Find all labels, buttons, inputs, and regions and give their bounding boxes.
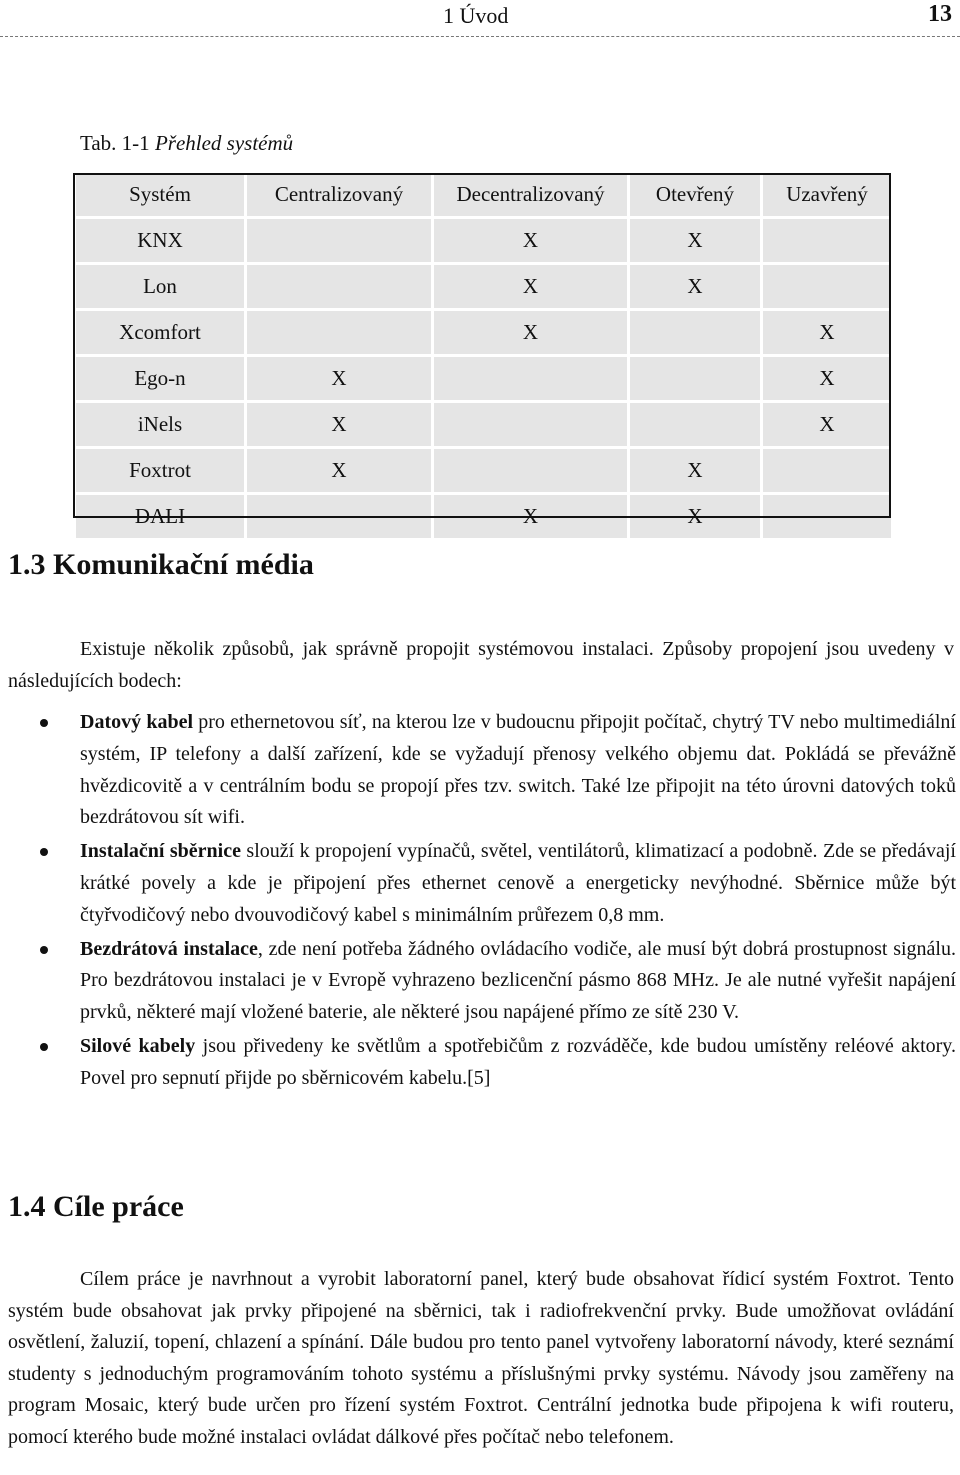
table-cell: KNX xyxy=(75,218,246,264)
table-cell: X xyxy=(433,310,629,356)
table-cell xyxy=(433,448,629,494)
table-cell xyxy=(629,310,762,356)
bullet-icon xyxy=(40,848,48,856)
section-heading-1-4: 1.4 Cíle práce xyxy=(8,1190,184,1223)
table-cell: X xyxy=(762,402,893,448)
bullet-term: Instalační sběrnice xyxy=(80,840,241,863)
table-header-cell: Centralizovaný xyxy=(246,173,433,218)
media-bullet-list xyxy=(80,707,956,1097)
table-row xyxy=(75,494,893,540)
bullet-text: slouží k propojení vypínačů, světel, ventilátorů, klimatizací a podobně. Zde se předávají krátké povely a kde je připojení přes ethernet cenově a energeticky nevýhodné. Sběrnice může být čtyřvodičový nebo dvouvodičový kabel s minimálním průřezem 0,8 mm. xyxy=(80,840,956,926)
table-cell: X xyxy=(433,494,629,540)
table-cell xyxy=(433,402,629,448)
table-cell: X xyxy=(246,356,433,402)
table-cell xyxy=(629,356,762,402)
bullet-icon xyxy=(40,946,48,954)
table-cell: X xyxy=(629,218,762,264)
table-header-cell: Uzavřený xyxy=(762,173,893,218)
table-row xyxy=(75,218,893,264)
table-cell: X xyxy=(433,264,629,310)
table-cell xyxy=(246,218,433,264)
list-item xyxy=(80,1031,956,1095)
table-cell xyxy=(246,494,433,540)
table-cell: X xyxy=(629,264,762,310)
table-caption-name: Přehled systémů xyxy=(154,131,294,155)
table-header-cell: Systém xyxy=(75,173,246,218)
table-cell xyxy=(762,264,893,310)
table-cell: X xyxy=(762,310,893,356)
table-row xyxy=(75,310,893,356)
bullet-icon xyxy=(40,719,48,727)
table-cell: X xyxy=(433,218,629,264)
list-item xyxy=(80,934,956,1029)
bullet-icon xyxy=(40,1043,48,1051)
table-cell xyxy=(762,448,893,494)
intro-text: Existuje několik způsobů, jak správně propojit systémovou instalaci. Způsoby propojení jsou uvedeny v následujících bodech: xyxy=(8,638,954,692)
table-cell: Foxtrot xyxy=(75,448,246,494)
table-cell xyxy=(762,494,893,540)
table-row xyxy=(75,402,893,448)
section-heading-1-3: 1.3 Komunikační média xyxy=(8,548,314,581)
table-cell: iNels xyxy=(75,402,246,448)
bullet-term: Bezdrátová instalace xyxy=(80,937,258,960)
list-item xyxy=(80,836,956,931)
table-cell: X xyxy=(246,402,433,448)
table-cell: X xyxy=(629,448,762,494)
page-number: 13 xyxy=(928,1,952,27)
table-cell: Xcomfort xyxy=(75,310,246,356)
table-header-cell: Decentralizovaný xyxy=(433,173,629,218)
table-row xyxy=(75,356,893,402)
table-cell xyxy=(246,264,433,310)
bullet-term: Datový kabel xyxy=(80,711,194,733)
table-cell xyxy=(433,356,629,402)
list-item xyxy=(80,707,956,834)
table-cell: X xyxy=(762,356,893,402)
page-header xyxy=(0,0,960,37)
table-caption xyxy=(80,131,293,156)
table-cell: Ego-n xyxy=(75,356,246,402)
table-cell: DALI xyxy=(75,494,246,540)
table-header-cell: Otevřený xyxy=(629,173,762,218)
table-cell xyxy=(246,310,433,356)
goals-text: Cílem práce je navrhnout a vyrobit laboratorní panel, který bude obsahovat řídicí systém Foxtrot. Tento systém bude obsahovat jak prvky připojené na sběrnici, tak i radiofrekvenční prvky. Bude umožňovat ovládání osvětlení, žaluzií, topení, chlazení a spínání. Dále budou pro tento panel vytvořeny laboratorní návody, které seznámí studenty s jednoduchým programováním tohoto systému a příslušnými prvky systému. Návody jsou zaměřeny na program Mosaic, který bude určen pro řízení systém Foxtrot. Centrální jednotka bude připojena k wifi routeru, pomocí kterého bude možné instalaci ovládat dálkové přes počítač nebo telefonem. xyxy=(8,1268,954,1448)
section-1-3-intro xyxy=(8,634,954,697)
table-cell: X xyxy=(246,448,433,494)
chapter-title: 1 Úvod xyxy=(443,3,509,28)
table-cell xyxy=(762,218,893,264)
table-cell: Lon xyxy=(75,264,246,310)
bullet-term: Silové kabely xyxy=(80,1034,196,1057)
table-header-row xyxy=(75,173,893,218)
bullet-text: jsou přivedeny ke světlům a spotřebičům z rozváděče, kde budou umístěny reléové aktory. Povel pro sepnutí přijde po sběrnicovém kabelu.[5] xyxy=(80,1034,956,1089)
table-caption-prefix: Tab. 1-1 xyxy=(80,131,155,155)
bullet-text: , zde není potřeba žádného ovládacího vodiče, ale musí být dobrá prostupnost signálu. Pro bezdrátovou instalaci je v Evropě vyhrazeno bezlicenční pásmo 868 MHz. Je ale nutné vyřešit napájení prvků, některé mají vložené baterie, ale některé jsou napájené přímo ze sítě 230 V. xyxy=(80,937,956,1024)
table-cell: X xyxy=(629,494,762,540)
section-1-4-text xyxy=(8,1264,954,1453)
table-row xyxy=(75,448,893,494)
table-row xyxy=(75,264,893,310)
table-cell xyxy=(629,402,762,448)
systems-table xyxy=(73,173,894,541)
bullet-text: pro ethernetovou síť, na kterou lze v budoucnu připojit počítač, chytrý TV nebo multimediální systém, IP telefony a další zařízení, kde se vyžadují přenosy velkého objemu dat. Pokládá se převážně hvězdicovitě a v centrálním bodu se propojí přes tzv. switch. Také lze připojit na této úrovni datových toků bezdrátovou sít wifi. xyxy=(80,711,956,829)
